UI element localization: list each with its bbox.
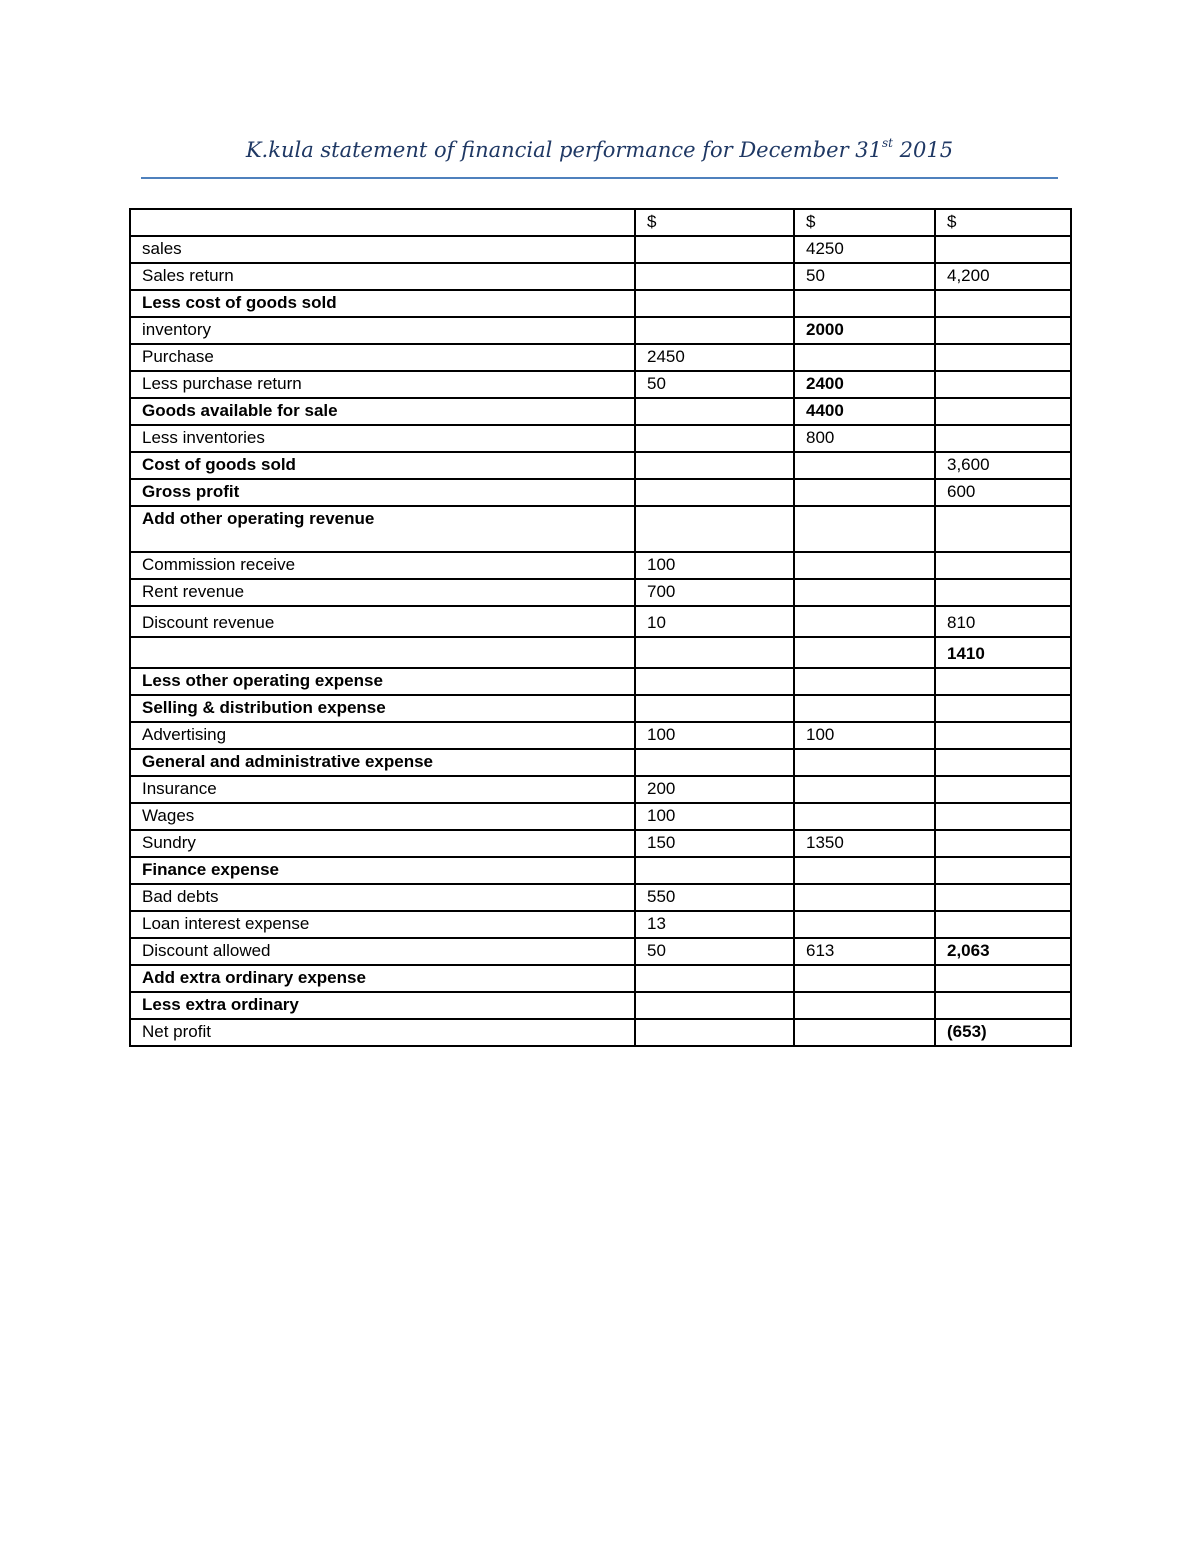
header-cell: $ — [635, 209, 794, 236]
row-label: Goods available for sale — [130, 398, 635, 425]
table-row — [130, 606, 1071, 637]
amount-cell — [635, 452, 794, 479]
amount-cell — [635, 1019, 794, 1046]
amount-cell — [794, 637, 935, 668]
row-label: Wages — [130, 803, 635, 830]
amount-cell — [794, 857, 935, 884]
amount-cell — [635, 263, 794, 290]
amount-cell — [635, 857, 794, 884]
amount-cell — [935, 344, 1071, 371]
row-label: Add extra ordinary expense — [130, 965, 635, 992]
amount-cell: 100 — [635, 552, 794, 579]
amount-cell: 50 — [635, 371, 794, 398]
amount-cell — [635, 317, 794, 344]
amount-cell: 4400 — [794, 398, 935, 425]
row-label: General and administrative expense — [130, 749, 635, 776]
amount-cell: 700 — [635, 579, 794, 606]
amount-cell: (653) — [935, 1019, 1071, 1046]
row-label: Sundry — [130, 830, 635, 857]
table-row — [130, 830, 1071, 857]
amount-cell — [794, 552, 935, 579]
row-label: Net profit — [130, 1019, 635, 1046]
table-row — [130, 911, 1071, 938]
financial-statement-table — [129, 208, 1072, 1047]
amount-cell — [635, 668, 794, 695]
table-row — [130, 857, 1071, 884]
amount-cell — [935, 749, 1071, 776]
table-row — [130, 579, 1071, 606]
amount-cell — [935, 579, 1071, 606]
row-label: Cost of goods sold — [130, 452, 635, 479]
amount-cell: 200 — [635, 776, 794, 803]
amount-cell — [635, 992, 794, 1019]
amount-cell — [794, 803, 935, 830]
row-label: Less inventories — [130, 425, 635, 452]
amount-cell — [935, 371, 1071, 398]
table-row — [130, 938, 1071, 965]
row-label: Finance expense — [130, 857, 635, 884]
amount-cell: 2450 — [635, 344, 794, 371]
amount-cell: 810 — [935, 606, 1071, 637]
row-label: Gross profit — [130, 479, 635, 506]
amount-cell — [635, 398, 794, 425]
table-row — [130, 371, 1071, 398]
amount-cell — [935, 668, 1071, 695]
amount-cell: 800 — [794, 425, 935, 452]
amount-cell — [935, 965, 1071, 992]
amount-cell — [635, 479, 794, 506]
row-label: Less other operating expense — [130, 668, 635, 695]
amount-cell — [794, 992, 935, 1019]
row-label: Insurance — [130, 776, 635, 803]
amount-cell — [794, 344, 935, 371]
row-label: Selling & distribution expense — [130, 695, 635, 722]
table-row — [130, 803, 1071, 830]
amount-cell — [794, 668, 935, 695]
row-label: Commission receive — [130, 552, 635, 579]
amount-cell — [935, 552, 1071, 579]
amount-cell: 13 — [635, 911, 794, 938]
table-row — [130, 637, 1071, 668]
amount-cell — [794, 606, 935, 637]
title-main: K.kula statement of financial performance for December 31 — [245, 138, 883, 162]
row-label: Less purchase return — [130, 371, 635, 398]
row-label: sales — [130, 236, 635, 263]
amount-cell: 4,200 — [935, 263, 1071, 290]
table-row — [130, 506, 1071, 552]
table-row — [130, 398, 1071, 425]
row-label: Sales return — [130, 263, 635, 290]
amount-cell — [635, 290, 794, 317]
row-label: Add other operating revenue — [130, 506, 635, 552]
table-row — [130, 992, 1071, 1019]
amount-cell: 2000 — [794, 317, 935, 344]
amount-cell: 10 — [635, 606, 794, 637]
amount-cell: 150 — [635, 830, 794, 857]
header-cell: $ — [794, 209, 935, 236]
table-row — [130, 317, 1071, 344]
table-row — [130, 722, 1071, 749]
table-row — [130, 749, 1071, 776]
amount-cell — [935, 911, 1071, 938]
amount-cell — [635, 506, 794, 552]
amount-cell: 550 — [635, 884, 794, 911]
amount-cell: 100 — [794, 722, 935, 749]
amount-cell — [935, 776, 1071, 803]
table-row — [130, 668, 1071, 695]
amount-cell: 100 — [635, 722, 794, 749]
amount-cell — [794, 479, 935, 506]
amount-cell — [794, 579, 935, 606]
table-row — [130, 425, 1071, 452]
amount-cell — [935, 506, 1071, 552]
page-title — [141, 138, 1058, 178]
table-row — [130, 452, 1071, 479]
amount-cell — [935, 695, 1071, 722]
table-row — [130, 1019, 1071, 1046]
amount-cell — [935, 992, 1071, 1019]
row-label: Less cost of goods sold — [130, 290, 635, 317]
amount-cell — [794, 776, 935, 803]
amount-cell — [935, 857, 1071, 884]
amount-cell: 600 — [935, 479, 1071, 506]
table-row — [130, 552, 1071, 579]
title-underline — [141, 177, 1058, 179]
table-header-row — [130, 209, 1071, 236]
amount-cell — [935, 236, 1071, 263]
row-label: Purchase — [130, 344, 635, 371]
row-label: Less extra ordinary — [130, 992, 635, 1019]
row-label — [130, 637, 635, 668]
amount-cell — [794, 965, 935, 992]
row-label: inventory — [130, 317, 635, 344]
amount-cell — [794, 749, 935, 776]
amount-cell: 50 — [794, 263, 935, 290]
amount-cell — [935, 398, 1071, 425]
header-cell — [130, 209, 635, 236]
table-row — [130, 344, 1071, 371]
amount-cell — [794, 506, 935, 552]
amount-cell — [935, 317, 1071, 344]
amount-cell — [794, 695, 935, 722]
amount-cell — [935, 425, 1071, 452]
amount-cell — [794, 290, 935, 317]
amount-cell — [935, 722, 1071, 749]
amount-cell — [635, 637, 794, 668]
amount-cell: 2,063 — [935, 938, 1071, 965]
title-year: 2015 — [893, 138, 954, 162]
amount-cell: 613 — [794, 938, 935, 965]
amount-cell — [935, 803, 1071, 830]
row-label: Advertising — [130, 722, 635, 749]
amount-cell: 2400 — [794, 371, 935, 398]
table-row — [130, 884, 1071, 911]
title-superscript: st — [882, 136, 893, 150]
header-cell: $ — [935, 209, 1071, 236]
amount-cell — [935, 290, 1071, 317]
amount-cell — [794, 884, 935, 911]
table-row — [130, 776, 1071, 803]
table-row — [130, 695, 1071, 722]
amount-cell — [794, 452, 935, 479]
amount-cell: 1410 — [935, 637, 1071, 668]
table-row — [130, 965, 1071, 992]
amount-cell — [635, 749, 794, 776]
amount-cell — [635, 695, 794, 722]
amount-cell: 4250 — [794, 236, 935, 263]
row-label: Discount allowed — [130, 938, 635, 965]
amount-cell — [635, 965, 794, 992]
amount-cell — [794, 1019, 935, 1046]
table-row — [130, 290, 1071, 317]
row-label: Loan interest expense — [130, 911, 635, 938]
amount-cell — [935, 830, 1071, 857]
amount-cell — [935, 884, 1071, 911]
table-row — [130, 236, 1071, 263]
row-label: Rent revenue — [130, 579, 635, 606]
amount-cell: 1350 — [794, 830, 935, 857]
amount-cell: 3,600 — [935, 452, 1071, 479]
table-row — [130, 479, 1071, 506]
row-label: Discount revenue — [130, 606, 635, 637]
amount-cell — [794, 911, 935, 938]
amount-cell — [635, 425, 794, 452]
amount-cell: 100 — [635, 803, 794, 830]
amount-cell — [635, 236, 794, 263]
table-row — [130, 263, 1071, 290]
amount-cell: 50 — [635, 938, 794, 965]
row-label: Bad debts — [130, 884, 635, 911]
